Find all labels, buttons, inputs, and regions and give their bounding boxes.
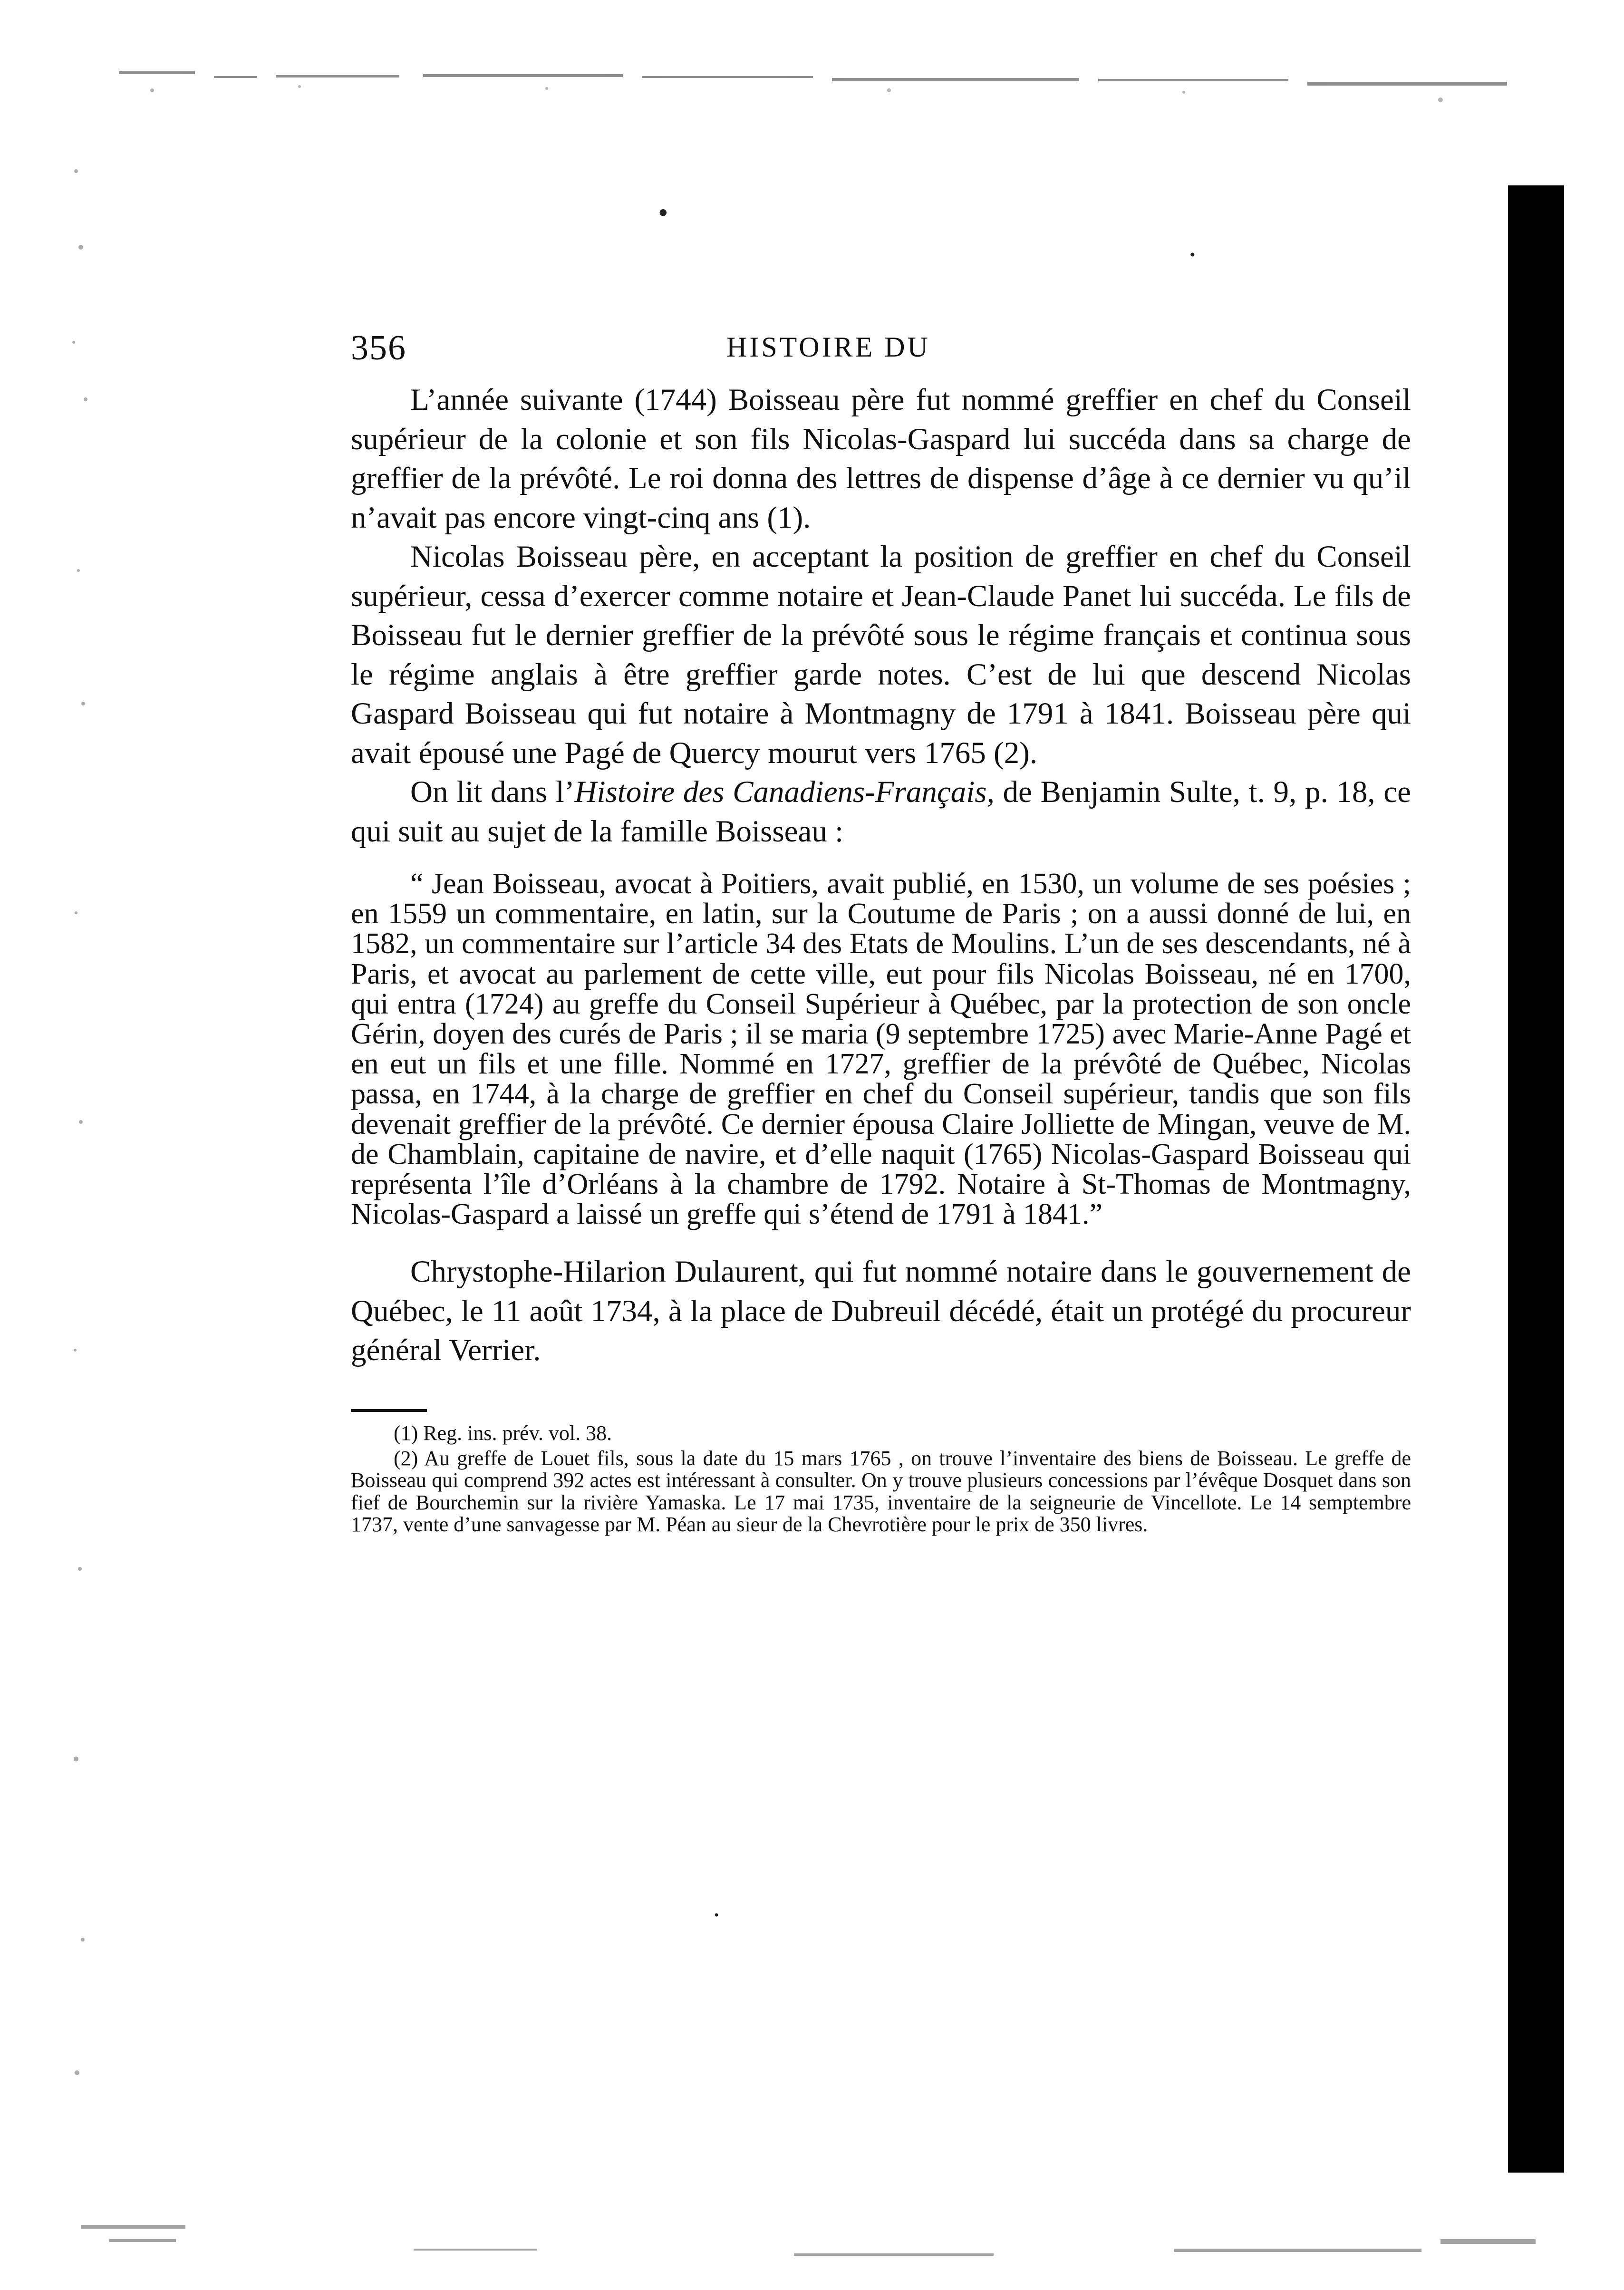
page-number: 356 (351, 329, 406, 367)
scan-mark-dot: • (1189, 247, 1197, 263)
footnotes (351, 1422, 1411, 1536)
scan-edge-bar (1508, 185, 1564, 2173)
paragraph: Chrystophe-Hilarion Dulaurent, qui fut nommé notaire dans le gouvernement de Québec, le 11 août 1734, à la place de Dubreuil décédé, était un protégé du procureur général Verrier. (351, 1255, 1411, 1368)
footnote: (2) Au greffe de Louet fils, sous la date du 15 mars 1765 , on trouve l’inventaire des biens de Boisseau. Le greffe de Boisseau qui comprend 392 actes est intéressant à consulter. On y trouve plusieurs concessions par l’évêque Dosquet dans son fief de Bourchemin sur la rivière Yamaska. Le 17 mai 1735, inventaire de la seigneurie de Vincellote. Le 14 semptembre 1737, vente d’une sanvagesse par M. Péan au sieur de la Chevrotière pour le prix de 350 livres. (351, 1446, 1411, 1536)
running-title: HISTOIRE DU (726, 331, 930, 363)
paragraph: Nicolas Boisseau père, en acceptant la position de greffier en chef du Conseil supérieur, cessa d’exercer comme notaire et Jean-Claude Panet lui succéda. Le fils de Boisseau fut le dernier greffier de la prévôté sous le régime français et continua sous le régime anglais à être greffier garde notes. C’est de lui que descend Nicolas Gaspard Boisseau qui fut notaire à Montmagny de 1791 à 1841. Boisseau père qui avait épousé une Pagé de Quercy mourut vers 1765 (2). (351, 540, 1411, 770)
block-quote (351, 869, 1411, 1229)
closing-paragraph-block (351, 1252, 1411, 1370)
citation-paragraph (351, 773, 1411, 851)
scan-speckle-bottom (81, 2168, 1555, 2272)
running-head (351, 328, 1411, 380)
cited-work-title: Histoire des Canadiens-Français, (574, 775, 995, 809)
citation-outro: de Benjamin Sulte, t. 9, p. 18, ce qui suit au sujet de la famille Boisseau : (351, 775, 1411, 849)
footnote-rule (351, 1409, 427, 1412)
body-text (351, 380, 1411, 851)
quote-text: “ Jean Boisseau, avocat à Poitiers, avait publié, en 1530, un volume de ses poésies ; en 1559 un commentaire, en latin, sur la Coutume de Paris ; on a aussi donné de lui, en 1582, un commentaire sur l’article 34 des Etats de Moulins. L’un de ses descendants, né à Paris, et avocat au parlement de cette ville, eut pour fils Nicolas Boisseau, né en 1700, qui entra (1724) au greffe du Conseil Supérieur à Québec, par la protection de son oncle Gérin, doyen des curés de Paris ; il se maria (9 septembre 1725) avec Marie-Anne Pagé et en eut un fils et une fille. Nommé en 1727, greffier de la prévôté de Québec, Nicolas passa, en 1744, à la charge de greffier en chef du Conseil supérieur, tandis que son fils devenait greffier de la prévôté. Ce dernier épousa Claire Jolliette de Mingan, veuve de M. de Chamblain, capitaine de navire, et d’elle naquit (1765) Nicolas-Gaspard Boisseau qui représenta l’île d’Orléans à la chambre de 1792. Notaire à St-Thomas de Montmagny, Nicolas-Gaspard a laissé un greffe qui s’étend de 1791 à 1841.” (351, 868, 1411, 1231)
book-page (351, 328, 1411, 1536)
footnote: (1) Reg. ins. prév. vol. 38. (394, 1421, 612, 1445)
scan-mark-dot: • (713, 1909, 720, 1922)
citation-intro: On lit dans l’ (410, 775, 575, 809)
paragraph: L’année suivante (1744) Boisseau père fut nommé greffier en chef du Conseil supérieur de la colonie et son fils Nicolas-Gaspard lui succéda dans sa charge de greffier de la prévôté. Le roi donna des lettres de dispense d’âge à ce dernier vu qu’il n’avait pas encore vingt-cinq ans (1). (351, 383, 1411, 535)
scan-speckle-left (67, 143, 143, 2211)
scan-speckle-top (119, 57, 1521, 133)
scan-mark-dot: • (656, 200, 670, 227)
